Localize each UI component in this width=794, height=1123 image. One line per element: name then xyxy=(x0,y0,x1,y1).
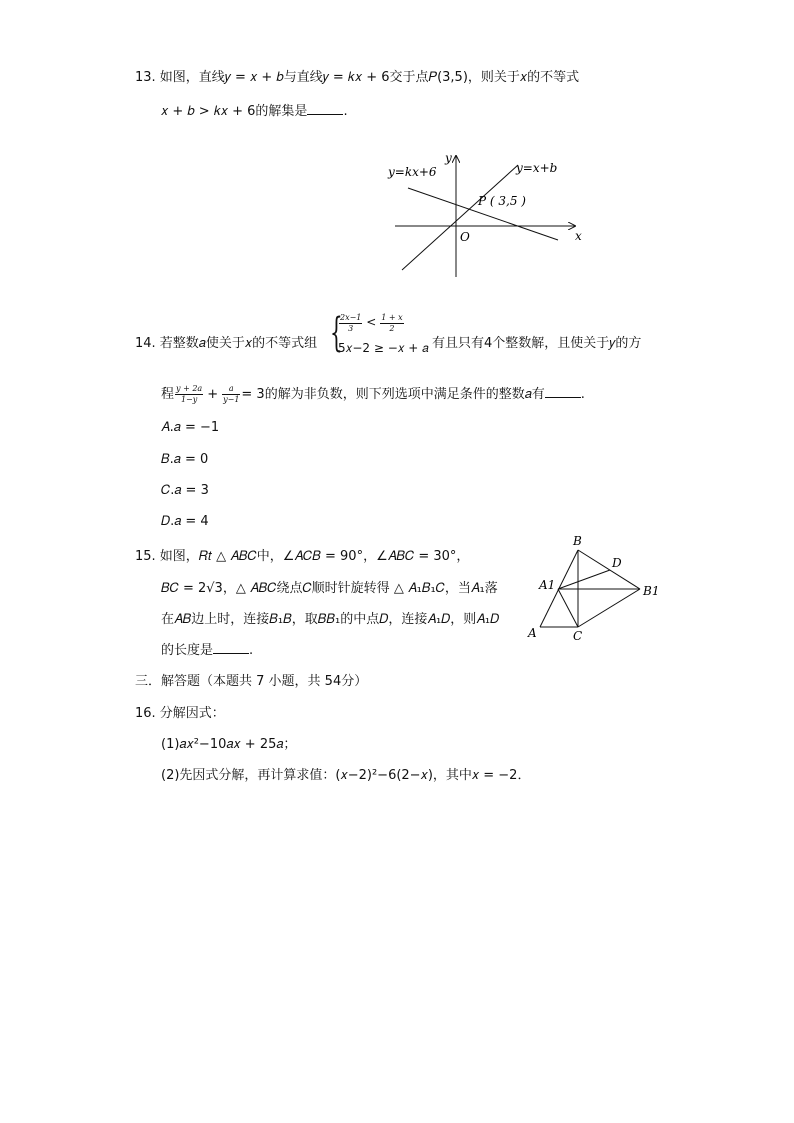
label-x: x xyxy=(575,229,582,243)
point-d: D xyxy=(612,556,622,570)
q13-line1: 13. 如图，直线𝑦 = 𝑥 + 𝑏与直线𝑦 = 𝑘𝑥 + 6交于点𝑃(3,5)，则关于𝑥的不等式 xyxy=(135,70,580,85)
line-xb xyxy=(402,165,518,270)
label-y: y xyxy=(445,151,452,165)
inequality-system: { $\frac{2x-1}{3}$ < $\frac{1 + x}{2}$ 5𝑥−2 ≥ −𝑥 + 𝑎 xyxy=(330,310,429,356)
q15-line4: 的长度是 . xyxy=(161,643,254,658)
q14-suffix: 有且只有4个整数解，且使关于𝑦的方 xyxy=(432,336,642,351)
q16-part1: (1)𝑎𝑥²−10𝑎𝑥 + 25𝑎； xyxy=(161,737,297,752)
q14-option-c: 𝐶.𝑎 = 3 xyxy=(161,483,209,498)
seg-bb1 xyxy=(578,550,640,589)
q14-option-b: 𝐵.𝑎 = 0 xyxy=(161,452,209,467)
q14-option-a: 𝐴.𝑎 = −1 xyxy=(161,420,220,435)
label-kx6: y=kx+6 xyxy=(388,165,437,179)
answer-blank-15 xyxy=(213,641,249,654)
q13-graph xyxy=(380,150,590,280)
seg-a1c xyxy=(558,589,578,627)
q13-line2-end: . xyxy=(343,104,348,119)
q14-prefix: 14. 若整数𝑎使关于𝑥的不等式组 xyxy=(135,336,318,351)
label-origin: O xyxy=(460,230,470,244)
q15-line1: 15. 如图，𝑅𝑡 △ 𝐴𝐵𝐶中，∠𝐴𝐶𝐵 = 90°，∠𝐴𝐵𝐶 = 30°， xyxy=(135,549,470,564)
seg-b1c xyxy=(578,589,640,627)
q15-line3: 在𝐴𝐵边上时，连接𝐵₁𝐵，取𝐵𝐵₁的中点𝐷，连接𝐴₁𝐷，则𝐴₁𝐷 xyxy=(161,612,500,627)
section-heading: 三．解答题（本题共 7 小题，共 54分） xyxy=(135,674,368,689)
q14-option-d: 𝐷.𝑎 = 4 xyxy=(161,514,209,529)
label-xb: y=x+b xyxy=(516,161,558,175)
q14-line2: 程 $\frac{y + 2a}{1-y}$ + $\frac{a}{y-1}$ = 3的解为非负数，则下列选项中满足条件的整数𝑎有 . xyxy=(161,384,585,404)
point-a1: A1 xyxy=(539,578,556,592)
q15-line2: 𝐵𝐶 = 2√3，△ 𝐴𝐵𝐶绕点𝐶顺时针旋转得 △ 𝐴₁𝐵₁𝐶，当𝐴₁落 xyxy=(161,581,498,596)
q16-title: 16. 分解因式： xyxy=(135,706,225,721)
point-c: C xyxy=(573,629,583,643)
q13-line2-text: 𝑥 + 𝑏 > 𝑘𝑥 + 6的解集是 xyxy=(161,104,308,119)
q13-line2 xyxy=(161,100,348,119)
answer-blank-14 xyxy=(545,385,581,398)
q16-part2: (2)先因式分解，再计算求值：(𝑥−2)²−6(2−𝑥)，其中𝑥 = −2． xyxy=(161,768,531,783)
answer-blank-13 xyxy=(307,102,343,115)
point-b: B xyxy=(573,534,582,548)
label-p: P ( 3,5 ) xyxy=(478,194,526,208)
point-b1: B1 xyxy=(643,584,660,598)
q15-figure xyxy=(520,532,670,647)
point-a: A xyxy=(528,626,537,640)
seg-a1d xyxy=(558,570,610,589)
